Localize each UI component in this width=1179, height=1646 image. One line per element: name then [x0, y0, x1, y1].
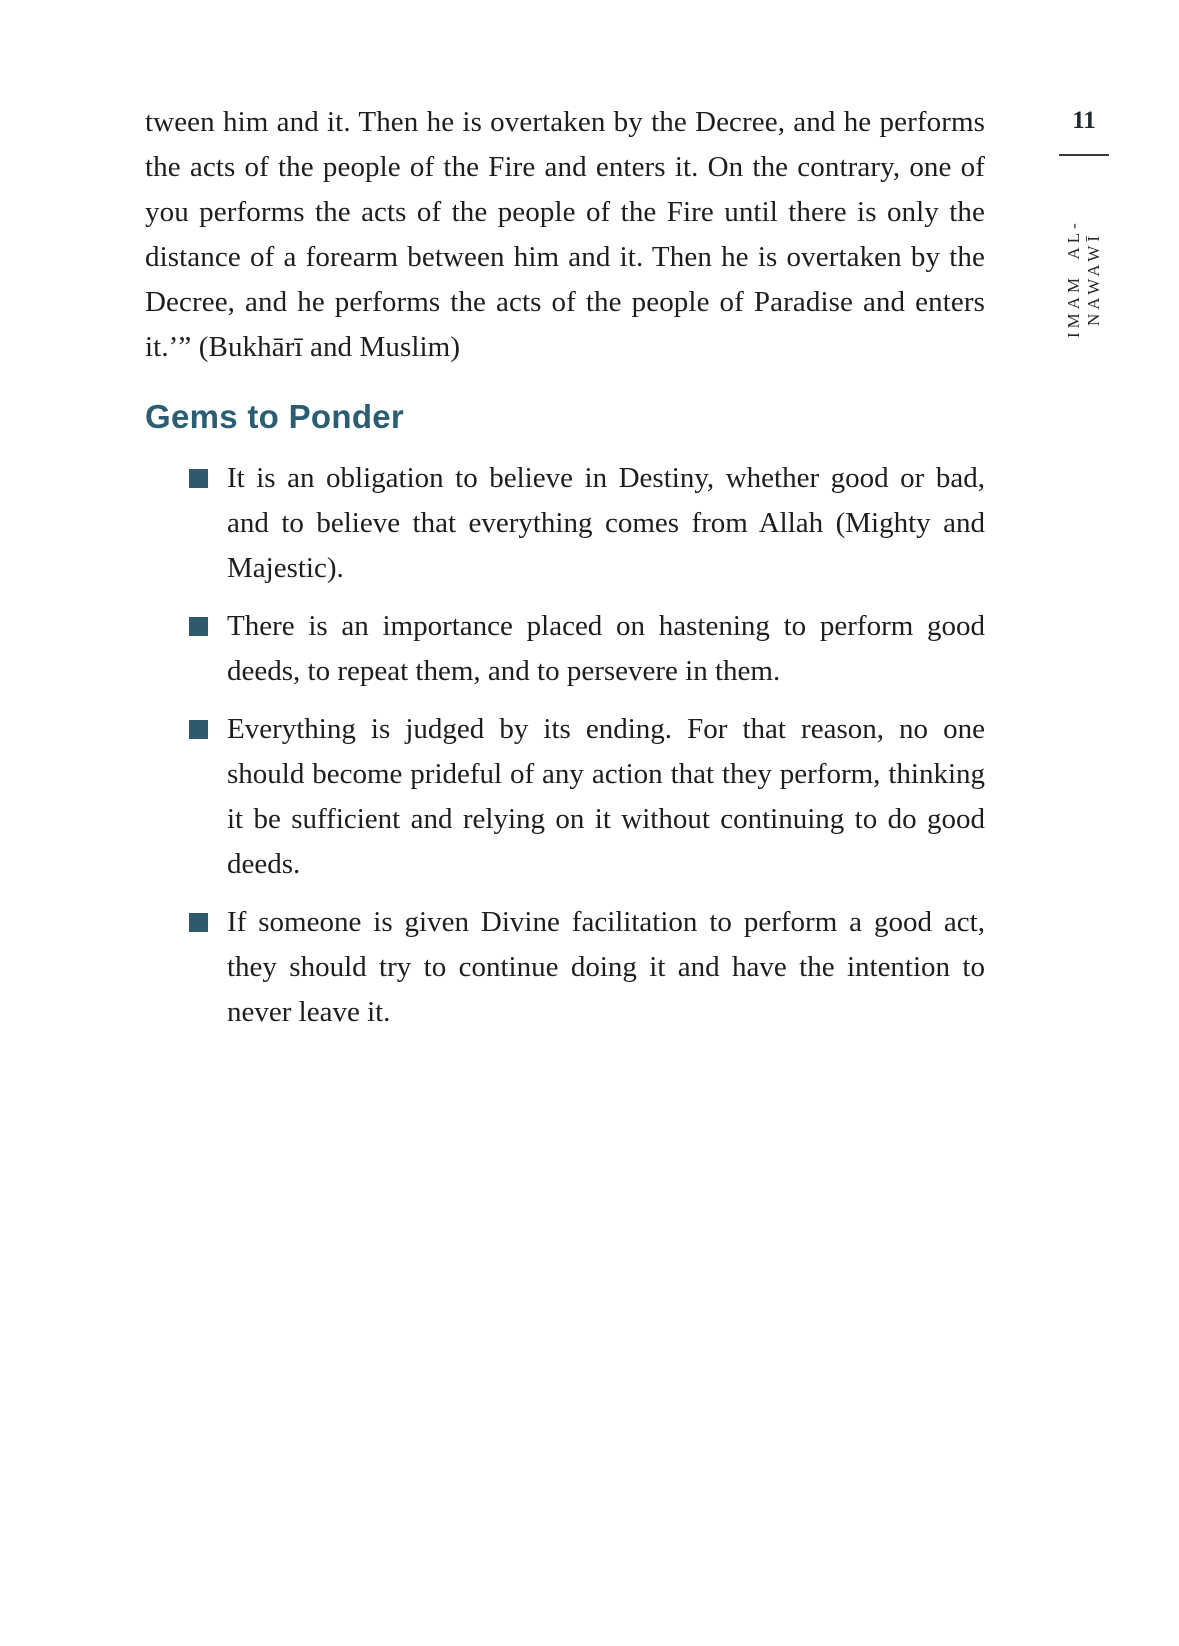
- list-item: [145, 900, 985, 1035]
- list-item-text: Everything is judged by its ending. For that reason, no one should become prideful of any action that they perform, thinking it be sufficient and relying on it without continuing to do good deeds.: [227, 713, 985, 880]
- divider-rule: [1059, 154, 1109, 156]
- paragraph-continuation: tween him and it. Then he is overtaken by the Decree, and he performs the acts of the people of the Fire and enters it. On the contrary, one of you performs the acts of the people of the Fire until there is only the distance of a forearm between him and it. Then he is overtaken by the Decree, and he performs the acts of the people of Paradise and enters it.’” (Bukhārī and Muslim): [145, 106, 985, 363]
- text-block: [145, 100, 985, 1048]
- page-margin-block: [1052, 104, 1116, 384]
- list-item: [145, 707, 985, 887]
- list-item: [145, 604, 985, 694]
- square-bullet-icon: [189, 617, 208, 636]
- list-item-text: It is an obligation to believe in Destiny, whether good or bad, and to believe that everything comes from Allah (Mighty and Majestic).: [227, 462, 985, 584]
- square-bullet-icon: [189, 913, 208, 932]
- section-heading: Gems to Ponder: [145, 398, 405, 435]
- list-item-text: If someone is given Divine facilitation to perform a good act, they should try to continue doing it and have the intention to never leave it.: [227, 906, 985, 1028]
- square-bullet-icon: [189, 720, 208, 739]
- gems-list: [145, 456, 985, 1035]
- square-bullet-icon: [189, 469, 208, 488]
- page-number: 11: [1072, 107, 1096, 134]
- running-head-vertical: IMAM AL-NAWAWĪ: [1064, 219, 1103, 339]
- list-item: [145, 456, 985, 591]
- list-item-text: There is an importance placed on hastening to perform good deeds, to repeat them, and to persevere in them.: [227, 610, 985, 687]
